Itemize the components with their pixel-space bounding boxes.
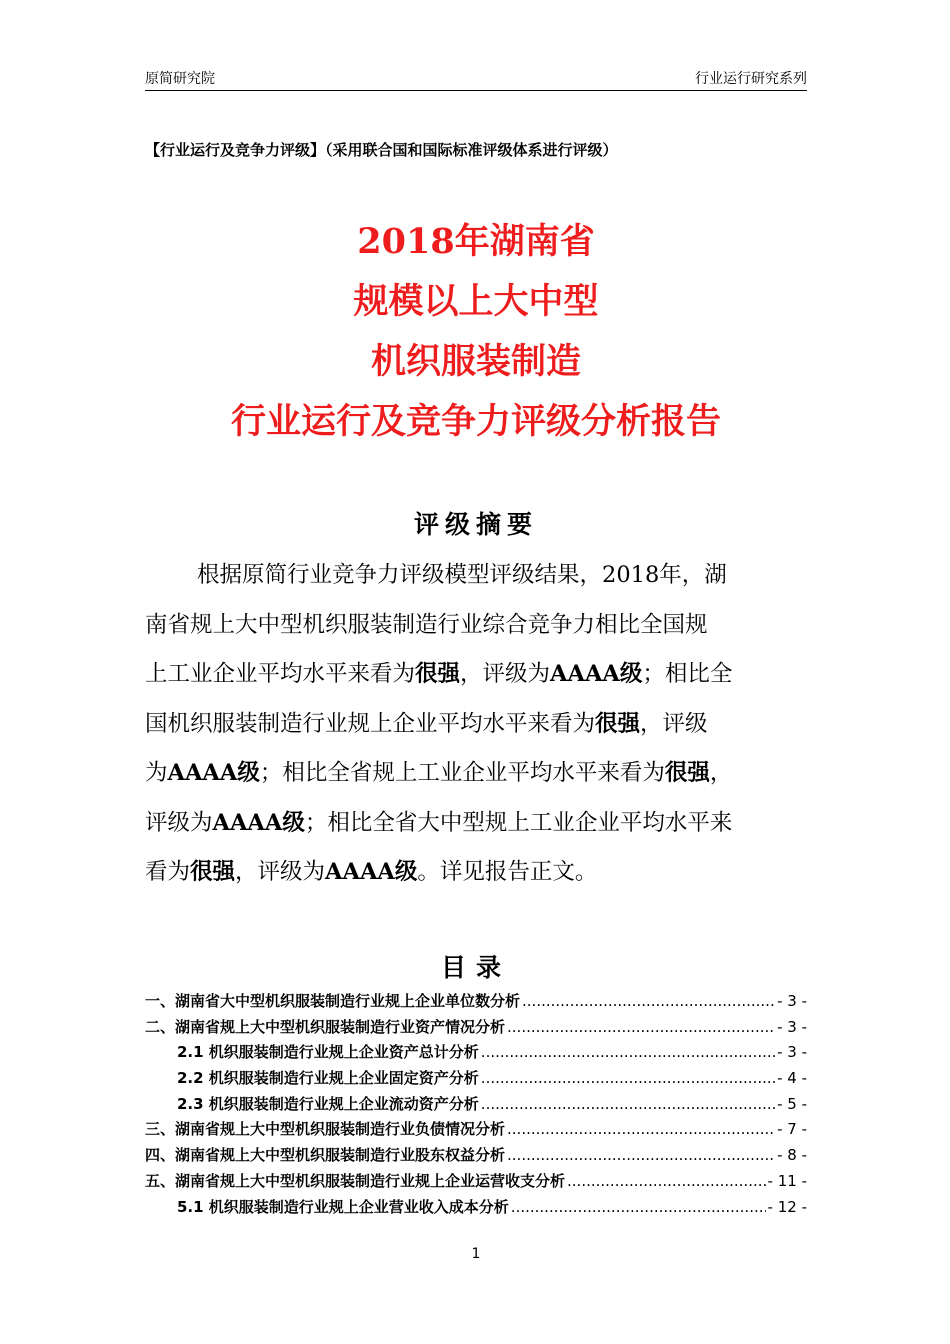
toc-entry-label: 二、湖南省规上大中型机织服装制造行业资产情况分析 — [145, 1017, 506, 1036]
title-line: 2018年湖南省 — [357, 221, 595, 262]
summary-text: 评级为 — [145, 809, 213, 836]
summary-text: ；相比全 — [642, 661, 733, 687]
toc-leader-dots — [507, 1120, 775, 1138]
summary-line — [145, 650, 807, 700]
summary-emphasis: 很强 — [190, 859, 236, 885]
toc-entry[interactable] — [145, 1093, 807, 1119]
summary-text: 国机织服装制造行业规上企业平均水平来看为 — [145, 710, 596, 737]
summary-text: ；相比全省大中型规上工业企业平均水平来 — [304, 809, 733, 836]
summary-line — [145, 601, 807, 651]
toc-entry-label: 一、湖南省大中型机织服装制造行业规上企业单位数分析 — [145, 992, 521, 1010]
toc-leader-dots — [511, 1198, 766, 1216]
summary-emphasis: 很强 — [595, 710, 641, 737]
summary-text: ，评级为 — [235, 859, 326, 885]
toc-entry-page: - 12 - — [767, 1197, 807, 1216]
summary-text: 看为 — [145, 859, 191, 885]
toc-entry-label: 三、湖南省规上大中型机织服装制造行业负债情况分析 — [145, 1120, 506, 1139]
page-header — [145, 64, 807, 91]
summary-emphasis: AAAA级 — [325, 859, 418, 885]
summary-text: 为 — [145, 760, 168, 786]
summary-line — [145, 749, 807, 799]
summary-emphasis: 很强 — [664, 760, 710, 786]
header-publisher: 原简研究院 — [145, 71, 215, 87]
toc-entry[interactable] — [145, 1118, 807, 1144]
toc-leader-dots — [507, 1018, 775, 1036]
toc-entry-page: - 3 - — [777, 1017, 807, 1036]
summary-text: ，评级 — [640, 710, 708, 737]
toc-entry[interactable] — [145, 1144, 807, 1170]
toc-entry-label: 2.1 机织服装制造行业规上企业资产总计分析 — [177, 1043, 479, 1062]
toc-leader-dots — [522, 992, 775, 1010]
toc-entry-page: - 8 - — [777, 1146, 807, 1165]
toc-entry-label: 四、湖南省规上大中型机织服装制造行业股东权益分析 — [145, 1146, 506, 1165]
page-number: 1 — [471, 1246, 481, 1262]
toc-leader-dots — [507, 1146, 775, 1164]
toc-entry[interactable] — [145, 1016, 807, 1042]
toc-entry-label: 2.2 机织服装制造行业规上企业固定资产分析 — [177, 1069, 479, 1088]
toc-entry[interactable] — [145, 1196, 807, 1222]
summary-body — [145, 551, 807, 898]
title-line: 规模以上大中型 — [353, 281, 599, 322]
summary-text: 南省规上大中型机织服装制造行业综合竞争力相比全国规 — [145, 611, 708, 638]
toc-leader-dots — [481, 1095, 775, 1113]
toc-entry-page: - 7 - — [777, 1120, 807, 1139]
toc-entry-label: 2.3 机织服装制造行业规上企业流动资产分析 — [177, 1094, 479, 1113]
toc-entry[interactable] — [145, 1067, 807, 1093]
summary-line — [145, 799, 807, 849]
toc-entry[interactable] — [145, 1170, 807, 1196]
toc-entry-page: - 5 - — [777, 1094, 807, 1113]
summary-heading: 评级摘要 — [413, 510, 538, 539]
toc-entry[interactable] — [145, 1041, 807, 1067]
toc-entry-page: - 4 - — [777, 1069, 807, 1088]
toc-entry[interactable] — [145, 990, 807, 1016]
toc-entry-page: - 11 - — [767, 1171, 807, 1190]
summary-emphasis: AAAA级 — [212, 809, 305, 836]
header-series: 行业运行研究系列 — [695, 71, 807, 87]
toc-leader-dots — [481, 1069, 775, 1087]
toc-entry-page: - 3 - — [777, 992, 807, 1010]
toc-heading: 目录 — [440, 953, 511, 982]
summary-text: ；相比全省规上工业企业平均水平来看为 — [259, 760, 665, 786]
summary-emphasis: AAAA级 — [550, 661, 643, 687]
summary-line — [145, 848, 807, 898]
table-of-contents — [145, 990, 807, 1221]
toc-entry-label: 五、湖南省规上大中型机织服装制造行业规上企业运营收支分析 — [145, 1171, 566, 1190]
summary-text: 根据原简行业竞争力评级模型评级结果，2018年，湖 — [197, 562, 727, 588]
summary-text: ， — [709, 760, 733, 786]
toc-leader-dots — [567, 1172, 766, 1190]
summary-line — [145, 551, 807, 601]
summary-text: ，评级为 — [460, 661, 551, 687]
report-tagline: 【行业运行及竞争力评级】（采用联合国和国际标准评级体系进行评级） — [145, 141, 618, 159]
report-title — [145, 212, 807, 452]
toc-leader-dots — [481, 1043, 775, 1061]
summary-line — [145, 700, 807, 750]
summary-text: 。详见报告正文。 — [417, 859, 598, 885]
title-line: 行业运行及竞争力评级分析报告 — [230, 401, 721, 442]
toc-entry-page: - 3 - — [777, 1043, 807, 1062]
toc-entry-label: 5.1 机织服装制造行业规上企业营业收入成本分析 — [177, 1197, 509, 1216]
summary-emphasis: 很强 — [415, 661, 461, 687]
summary-emphasis: AAAA级 — [167, 760, 260, 786]
title-line: 机织服装制造 — [370, 341, 581, 382]
summary-text: 上工业企业平均水平来看为 — [145, 661, 416, 687]
